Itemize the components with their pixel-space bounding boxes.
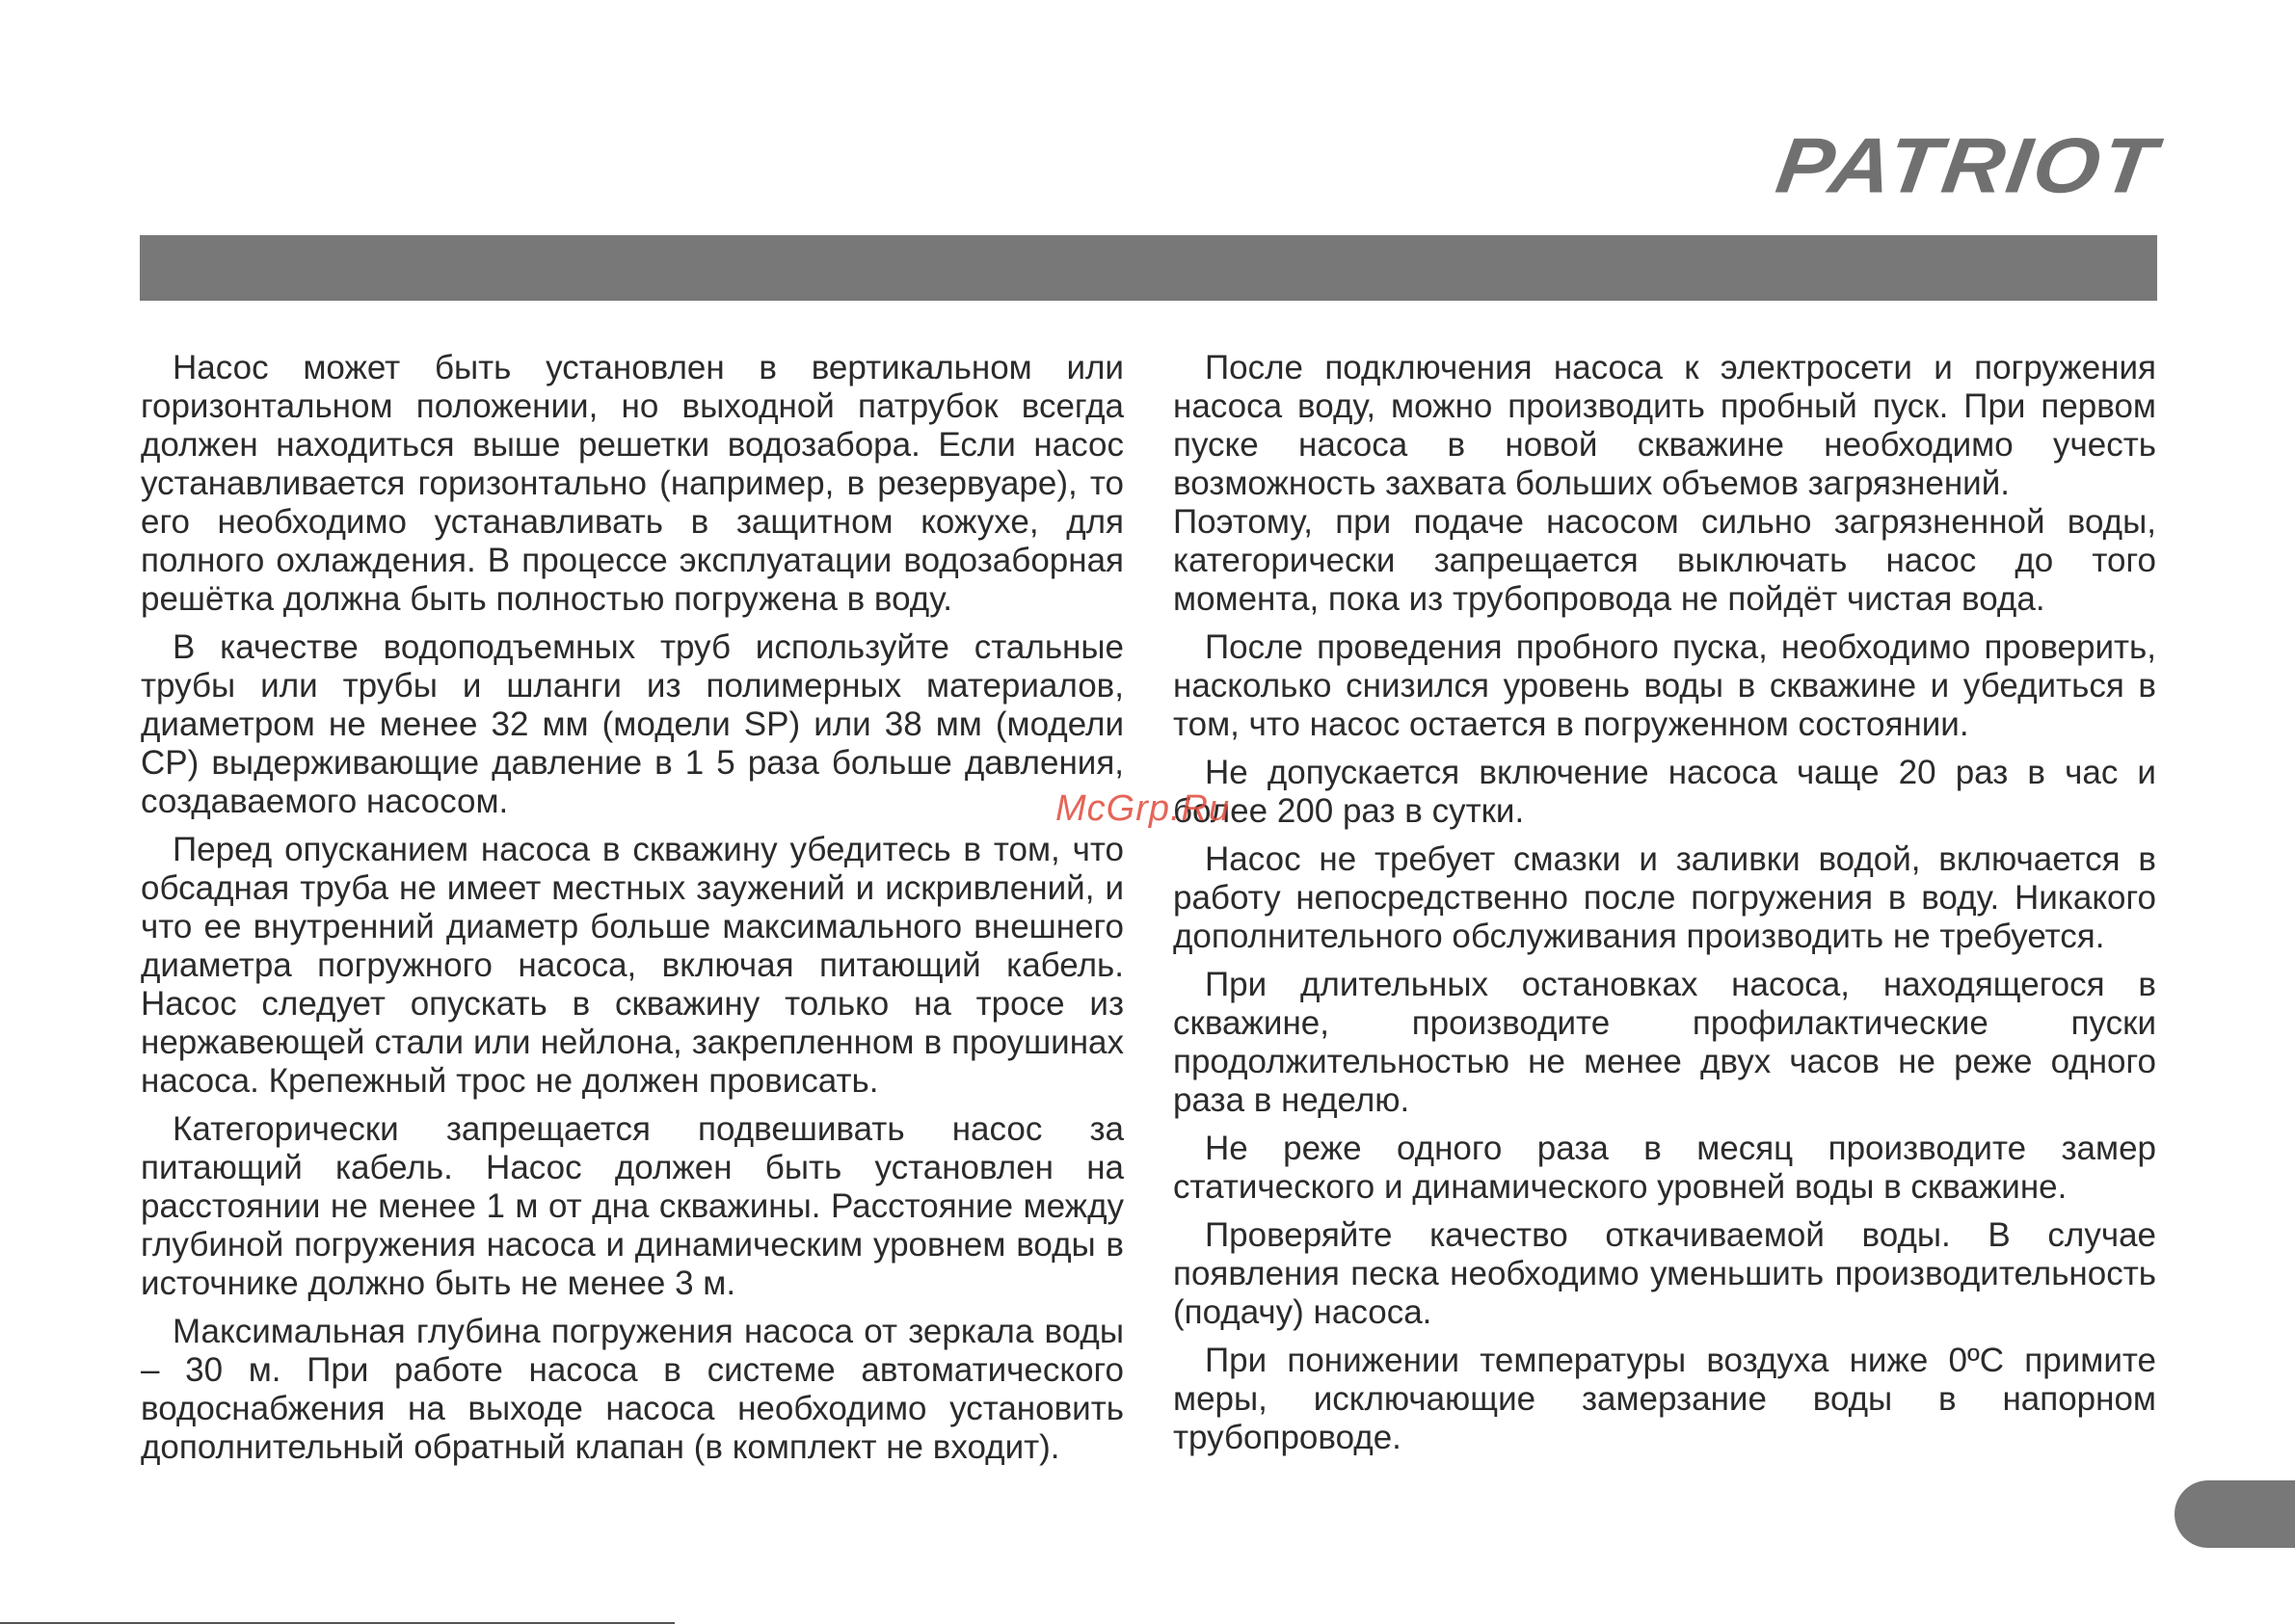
- paragraph-monthly-measurement: Не реже одного раза в месяц производите замер статического и динамического уровней воды в скважине.: [1173, 1130, 2156, 1206]
- watermark-text: McGrp.Ru: [1055, 788, 1231, 829]
- patriot-logo: PATRIOT: [1771, 121, 2164, 210]
- paragraph-cable-warning: Категорически запрещается подвешивать насос за питающий кабель. Насос должен быть установлен на расстоянии не менее 1 м от дна скважины. Расстояние между глубиной погружения насоса и динамическим уровнем воды в источнике должно быть не менее 3 м.: [141, 1110, 1124, 1302]
- paragraph-long-stops: При длительных остановках насоса, находящегося в скважине, производите профилактические пуски продолжительностью не менее двух часов не реже одного раза в неделю.: [1173, 966, 2156, 1119]
- paragraph-installation-position: Насос может быть установлен в вертикальном или горизонтальном положении, но выходной патрубок всегда должен находиться выше решетки водозабора. Если насос устанавливается горизонтально (например, в резервуаре), то его необходимо устанавливать в защитном кожухе, для полного охлаждения. В процессе эксплуатации водозаборная решётка должна быть полностью погружена в воду.: [141, 349, 1124, 618]
- paragraph-no-lubrication: Насос не требует смазки и заливки водой, включается в работу непосредственно после погружения в воду. Никакого дополнительного обслуживания производить не требуется.: [1173, 840, 2156, 955]
- section-header-bar: [140, 235, 2157, 301]
- paragraph-lifting-pipes: В качестве водоподъемных труб используйте стальные трубы или трубы и шланги из полимерных материалов, диаметром не менее 32 мм (модели SP) или 38 мм (модели CP) выдерживающие давление в 1 5 раза больше давления, создаваемого насосом.: [141, 628, 1124, 820]
- paragraph-start-frequency: Не допускается включение насоса чаще 20 раз в час и более 200 раз в сутки.: [1173, 754, 2156, 830]
- page-number-tab: [2175, 1480, 2295, 1548]
- right-text-column: [1173, 349, 2156, 1467]
- paragraph-max-depth: Максимальная глубина погружения насоса от зеркала воды – 30 м. При работе насоса в системе автоматического водоснабжения на выходе насоса необходимо установить дополнительный обратный клапан (в комплект не входит).: [141, 1313, 1124, 1466]
- paragraph-test-start-continued: Поэтому, при подаче насосом сильно загрязненной воды, категорически запрещается выключать насос до того момента, пока из трубопровода не пойдёт чистая вода.: [1173, 503, 2156, 618]
- paragraph-level-check: После проведения пробного пуска, необходимо проверить, насколько снизился уровень воды в скважине и убедиться в том, что насос остается в погруженном состоянии.: [1173, 628, 2156, 743]
- paragraph-water-quality: Проверяйте качество откачиваемой воды. В случае появления песка необходимо уменьшить производительность (подачу) насоса.: [1173, 1216, 2156, 1331]
- paragraph-lowering-into-well: Перед опусканием насоса в скважину убедитесь в том, что обсадная труба не имеет местных заужений и искривлений, и что ее внутренний диаметр больше максимального внешнего диаметра погружного насоса, включая питающий кабель. Насос следует опускать в скважину только на тросе из нержавеющей стали или нейлона, закрепленном в проушинах насоса. Крепежный трос не должен провисать.: [141, 831, 1124, 1100]
- paragraph-test-start: После подключения насоса к электросети и погружения насоса воду, можно производить пробный пуск. При первом пуске насоса в новой скважине необходимо учесть возможность захвата больших объемов загрязнений.: [1173, 349, 2156, 502]
- left-text-column: [141, 349, 1124, 1477]
- paragraph-freezing: При понижении температуры воздуха ниже 0ºС примите меры, исключающие замерзание воды в напорном трубопроводе.: [1173, 1342, 2156, 1456]
